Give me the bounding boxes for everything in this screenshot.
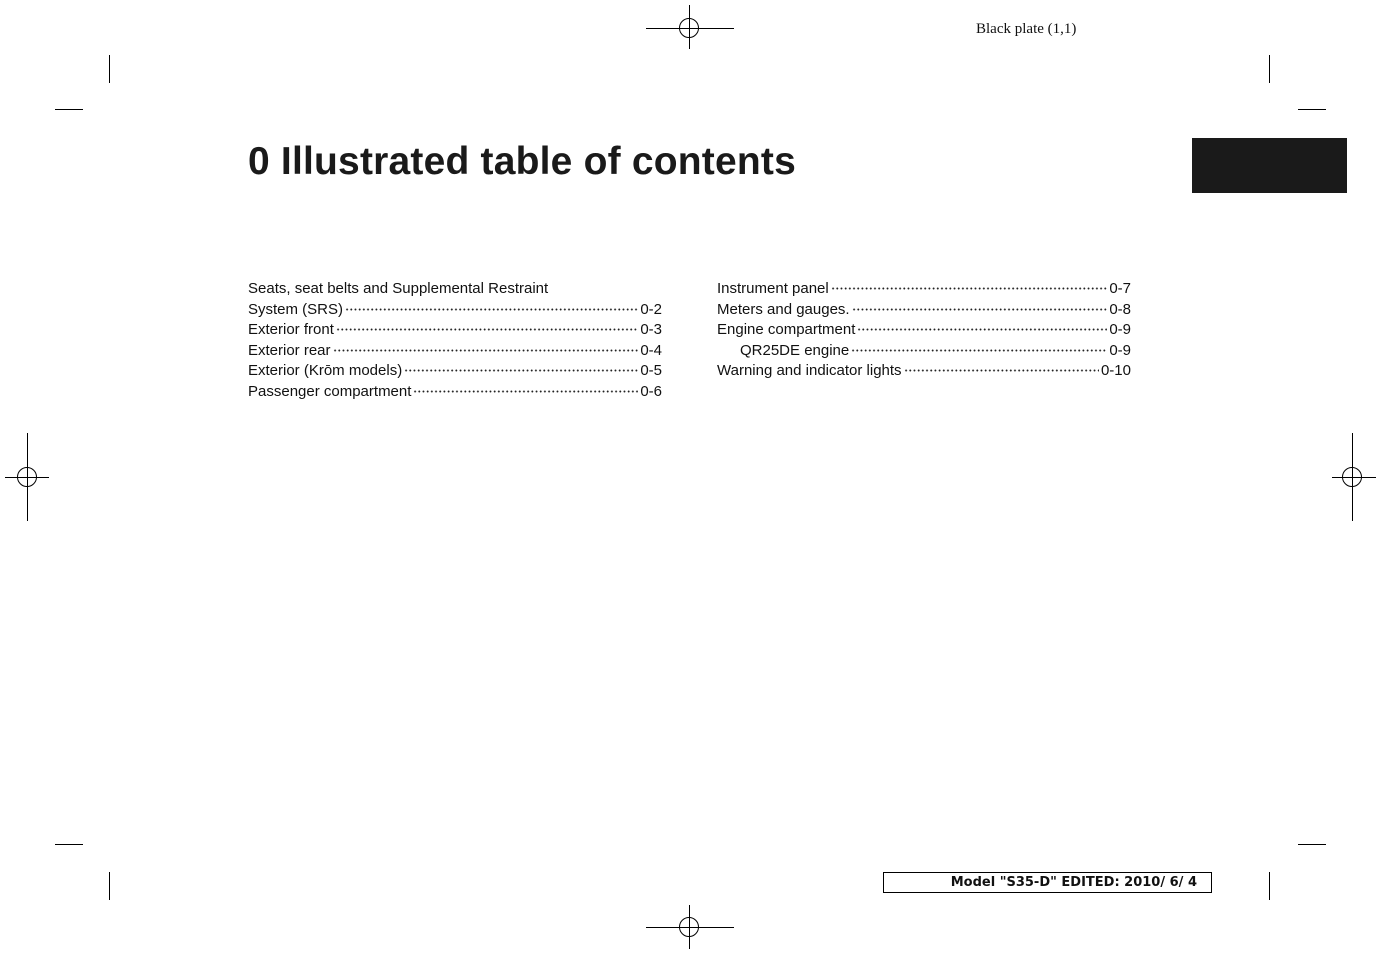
crop-mark (109, 55, 110, 83)
crop-mark (1269, 55, 1270, 83)
toc-entry-label: Passenger compartment (248, 382, 412, 400)
toc-entry-page: 0-9 (1109, 321, 1131, 338)
toc-entry-label-line1: Seats, seat belts and Supplemental Restraint (248, 280, 549, 297)
crop-mark (1269, 872, 1270, 900)
toc-entry-srs[interactable] (248, 300, 662, 321)
crop-mark (55, 844, 83, 845)
toc-entry-label: QR25DE engine (740, 341, 850, 359)
toc-entry-page: 0-9 (1109, 341, 1131, 359)
leader-dots (345, 300, 638, 314)
toc-entry-label: Meters and gauges. (717, 300, 850, 318)
toc-entry-label: Exterior rear (248, 341, 331, 359)
toc-entry-warning-lights[interactable] (717, 361, 1131, 382)
leader-dots (857, 320, 1107, 334)
crop-mark (55, 109, 83, 110)
registration-circle-icon (679, 917, 699, 937)
leader-dots (831, 279, 1108, 293)
toc-entry-page: 0-7 (1109, 280, 1131, 297)
toc-entry-page: 0-2 (640, 300, 662, 318)
toc-entry-label: Exterior (Krōm models) (248, 362, 403, 379)
plate-label: Black plate (1,1) (976, 21, 1077, 37)
leader-dots (852, 300, 1108, 314)
toc-entry-label: Warning and indicator lights (717, 362, 902, 379)
model-edit-stamp: Model "S35-D" EDITED: 2010/ 6/ 4 (883, 872, 1212, 893)
toc-right-column (717, 279, 1131, 382)
page-title: 0 Illustrated table of contents (248, 140, 796, 183)
toc-entry-page: 0-8 (1109, 300, 1131, 318)
toc-left-column (248, 279, 662, 402)
leader-dots (413, 382, 638, 396)
crop-mark (1298, 844, 1326, 845)
toc-entry-label: Exterior front (248, 321, 334, 338)
toc-entry-label: System (SRS) (248, 300, 344, 318)
toc-entry-exterior-krom[interactable] (248, 361, 662, 382)
leader-dots (336, 320, 638, 334)
toc-entry-page: 0-3 (640, 321, 662, 338)
crop-mark (109, 872, 110, 900)
leader-dots (333, 341, 639, 355)
toc-entry-page: 0-10 (1100, 362, 1131, 379)
toc-entry-qr25de-engine[interactable] (717, 341, 1131, 362)
leader-dots (851, 341, 1107, 355)
toc-entry-exterior-front[interactable] (248, 320, 662, 341)
toc-entry-exterior-rear[interactable] (248, 341, 662, 362)
crop-mark (1298, 109, 1326, 110)
chapter-tab (1192, 138, 1347, 193)
toc-entry-page: 0-6 (640, 382, 662, 400)
leader-dots (904, 361, 1099, 375)
registration-circle-icon (17, 467, 37, 487)
toc-entry-page: 0-4 (640, 341, 662, 359)
toc-entry-instrument-panel[interactable] (717, 279, 1131, 300)
leader-dots (404, 361, 638, 375)
toc-entry-label: Engine compartment (717, 321, 856, 338)
toc-entry-meters-gauges[interactable] (717, 300, 1131, 321)
toc-entry-page: 0-5 (640, 362, 662, 379)
registration-circle-icon (1342, 467, 1362, 487)
registration-circle-icon (679, 18, 699, 38)
toc-entry-engine-compartment[interactable] (717, 320, 1131, 341)
toc-entry-label: Instrument panel (717, 280, 829, 297)
toc-entry-passenger-compartment[interactable] (248, 382, 662, 403)
